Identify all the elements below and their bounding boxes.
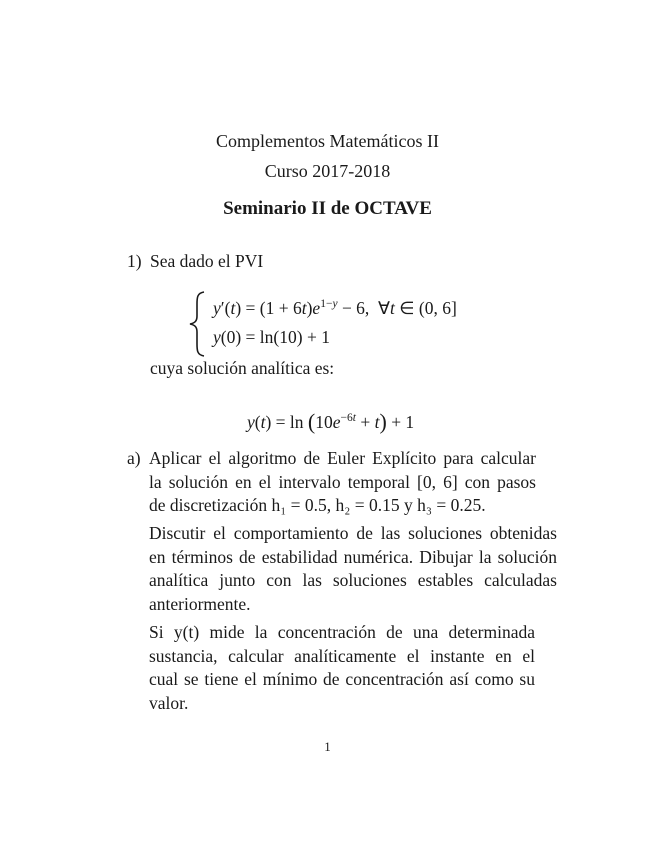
left-brace-icon	[186, 290, 210, 358]
problem-number: 1)	[127, 251, 142, 271]
text-line: la solución en el intervalo temporal [0, 6] con pasos	[149, 471, 536, 492]
course-name: Complementos Matemáticos II	[216, 131, 439, 151]
text-line: de discretización h₁ = 0.5, h₂ = 0.15 y h₃ = 0.25.	[149, 495, 486, 515]
text-line: cual se tiene el mínimo de concentración así como su	[149, 669, 535, 689]
pvi-equation-1: $y'(t) = (1 + 6t)e^{1-y} - 6$, ∀t ∈ (0, 6]	[213, 298, 457, 318]
text-line: anteriormente.	[149, 593, 251, 614]
text-line: sustancia, calcular analíticamente el instante en el	[149, 645, 535, 666]
solution-intro: cuya solución analítica es:	[150, 358, 335, 378]
part-a-paragraph-3	[149, 621, 535, 715]
page-number: 1	[324, 739, 331, 754]
document-title: Seminario II de OCTAVE	[223, 198, 432, 219]
analytical-solution: $y(t) = \ln (10e^{-6t} + t) + 1$	[247, 409, 415, 434]
text-line: Aplicar el algoritmo de Euler Explícito para calcular	[149, 448, 536, 468]
text-line: analítica junto con las soluciones estables calculadas	[149, 570, 557, 590]
pvi-equation-2: y(0) = ln(10) + 1	[213, 327, 330, 347]
text-line: en términos de estabilidad numérica. Dibujar la solución	[149, 546, 557, 567]
part-a-paragraph-2	[149, 522, 557, 616]
part-a-label: a)	[127, 448, 141, 468]
part-a-paragraph-1	[149, 447, 536, 518]
problem-intro: Sea dado el PVI	[150, 251, 264, 271]
text-line: Discutir el comportamiento de las soluciones obtenidas	[149, 523, 557, 543]
text-line: valor.	[149, 692, 189, 713]
course-year: Curso 2017-2018	[264, 161, 391, 181]
text-line: Si y(t) mide la concentración de una determinada	[149, 622, 535, 642]
